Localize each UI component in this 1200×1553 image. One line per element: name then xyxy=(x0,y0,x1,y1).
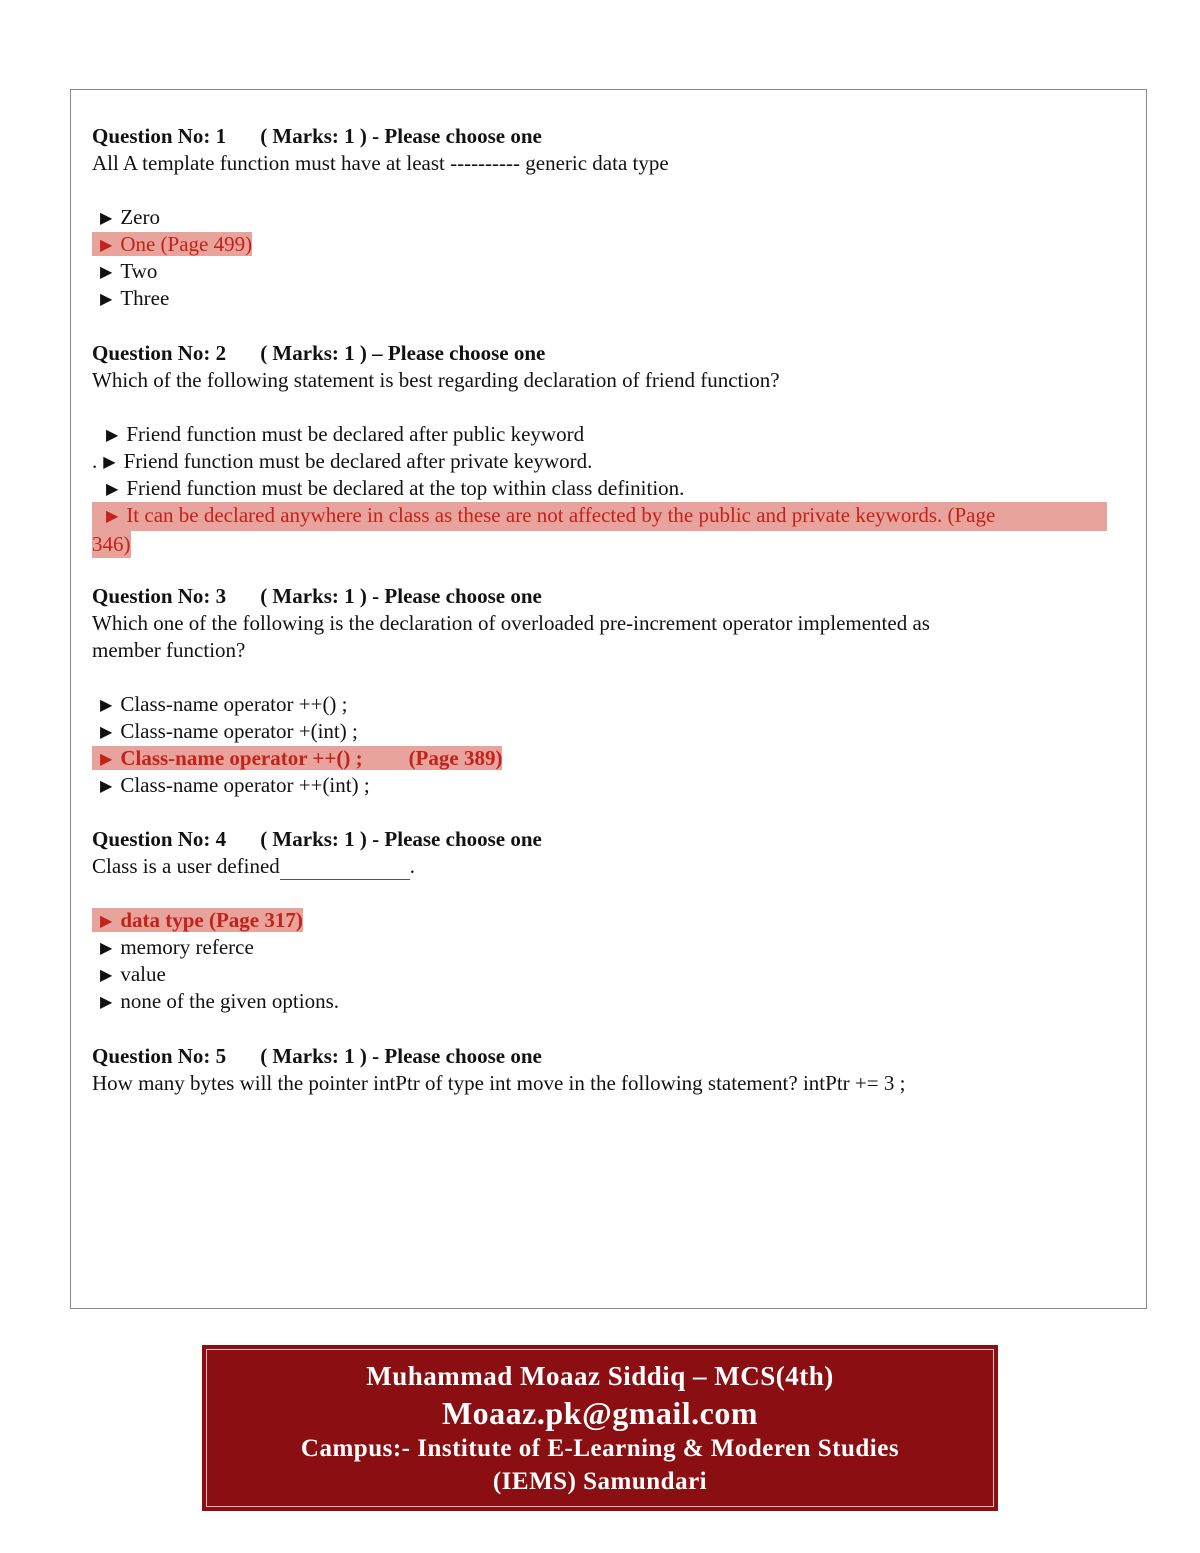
question-2 xyxy=(92,340,1112,558)
arrow-right-icon: ▶ xyxy=(100,967,113,984)
question-text: How many bytes will the pointer intPtr of type int move in the following statement? intPtr += 3 ; xyxy=(92,1071,906,1095)
option-correct[interactable]: ▶ data type (Page 317) xyxy=(92,907,1112,934)
arrow-right-icon: ▶ xyxy=(100,210,113,227)
author-footer-banner xyxy=(202,1345,998,1511)
option[interactable]: ▶ Three xyxy=(100,286,170,310)
question-number: Question No: 5 xyxy=(92,1044,227,1068)
option[interactable]: ▶ Zero xyxy=(100,205,160,229)
arrow-right-icon: ▶ xyxy=(106,427,119,444)
question-5 xyxy=(92,1043,1112,1097)
option[interactable]: ▶ value xyxy=(100,962,166,986)
arrow-right-icon: ▶ xyxy=(100,751,113,768)
option-correct-continued: 346) xyxy=(92,532,131,556)
arrow-right-icon: ▶ xyxy=(100,237,113,254)
arrow-right-icon: ▶ xyxy=(100,264,113,281)
campus-name: Campus:- Institute of E-Learning & Moderen Studies xyxy=(300,1435,900,1462)
arrow-right-icon: ▶ xyxy=(100,940,113,957)
arrow-right-icon: ▶ xyxy=(106,481,119,498)
question-1 xyxy=(92,123,1112,312)
question-text: Which one of the following is the declaration of overloaded pre-increment operator implemented as xyxy=(92,611,930,635)
question-marks: ( Marks: 1 ) - Please choose one xyxy=(260,827,542,851)
option[interactable]: . ▶ Friend function must be declared after private keyword. xyxy=(92,449,593,473)
question-marks: ( Marks: 1 ) - Please choose one xyxy=(260,124,542,148)
arrow-right-icon: ▶ xyxy=(100,778,113,795)
option[interactable]: ▶ memory referce xyxy=(100,935,254,959)
question-4 xyxy=(92,826,1112,1015)
option[interactable]: ▶ Two xyxy=(100,259,158,283)
page-reference: (Page 389) xyxy=(408,746,503,770)
question-marks: ( Marks: 1 ) - Please choose one xyxy=(260,584,542,608)
arrow-right-icon: ▶ xyxy=(100,697,113,714)
arrow-right-icon: ▶ xyxy=(100,724,113,741)
question-marks: ( Marks: 1 ) – Please choose one xyxy=(260,341,546,365)
arrow-right-icon: ▶ xyxy=(100,913,113,930)
option-correct[interactable]: ▶ One (Page 499) xyxy=(92,231,1112,258)
question-number: Question No: 2 xyxy=(92,341,227,365)
option[interactable]: ▶ Friend function must be declared at the top within class definition. xyxy=(106,476,685,500)
option[interactable]: ▶ Class-name operator +(int) ; xyxy=(100,719,358,743)
fill-in-blank xyxy=(280,859,410,880)
question-number: Question No: 1 xyxy=(92,124,227,148)
option-correct[interactable]: ▶ Class-name operator ++() ; (Page 389) xyxy=(92,745,1112,772)
question-number: Question No: 4 xyxy=(92,827,227,851)
question-text: Class is a user defined . xyxy=(92,854,416,878)
question-3 xyxy=(92,583,1112,799)
option[interactable]: ▶ none of the given options. xyxy=(100,989,340,1013)
question-text-line2: member function? xyxy=(92,638,246,662)
arrow-right-icon: ▶ xyxy=(103,454,116,471)
option[interactable]: ▶ Class-name operator ++() ; xyxy=(100,692,348,716)
author-email: Moaaz.pk@gmail.com xyxy=(441,1395,759,1431)
question-text: All A template function must have at least ---------- generic data type xyxy=(92,151,669,175)
option[interactable]: ▶ Class-name operator ++(int) ; xyxy=(100,773,370,797)
option[interactable]: ▶ Friend function must be declared after public keyword xyxy=(106,422,585,446)
option-correct[interactable]: ▶ It can be declared anywhere in class as these are not affected by the public and private keywords. (Page xyxy=(92,502,1107,531)
arrow-right-icon: ▶ xyxy=(100,994,113,1011)
arrow-right-icon: ▶ xyxy=(106,508,119,525)
author-name: Muhammad Moaaz Siddiq – MCS(4th) xyxy=(366,1361,834,1391)
campus-location: (IEMS) Samundari xyxy=(492,1468,708,1495)
arrow-right-icon: ▶ xyxy=(100,291,113,308)
question-marks: ( Marks: 1 ) - Please choose one xyxy=(260,1044,542,1068)
question-text: Which of the following statement is best regarding declaration of friend function? xyxy=(92,368,780,392)
question-number: Question No: 3 xyxy=(92,584,227,608)
